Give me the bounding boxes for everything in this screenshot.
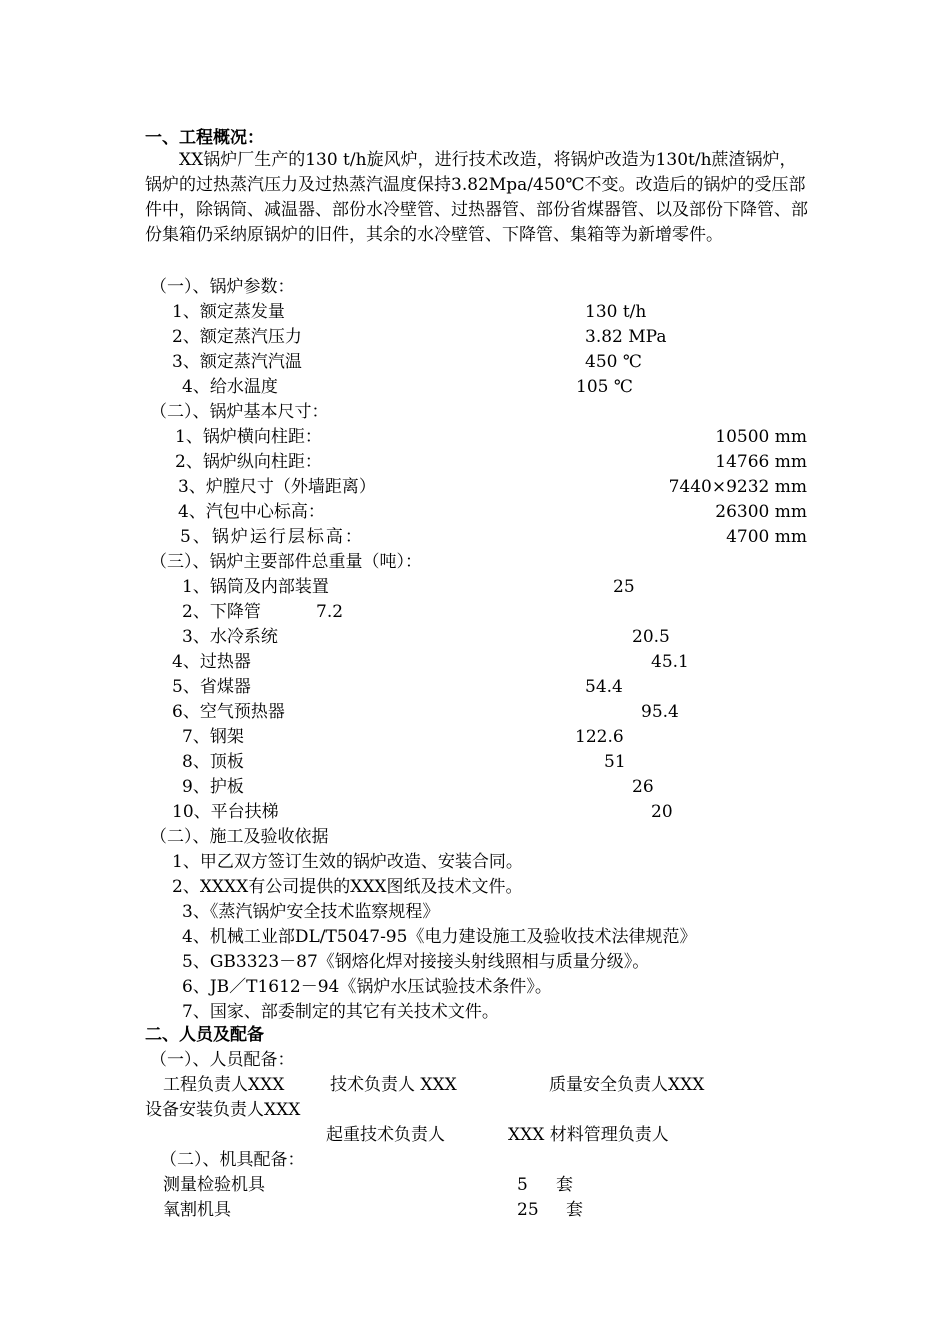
tool-unit: 套	[566, 1200, 583, 1220]
weight-label: 6、空气预热器	[172, 702, 285, 722]
basis-item: 1、甲乙双方签订生效的锅炉改造、安装合同。	[172, 852, 523, 872]
param-value: 130 t/h	[585, 302, 647, 322]
staff-lifting-lead: 起重技术负责人	[326, 1125, 445, 1145]
weight-label: 3、水冷系统	[182, 627, 278, 647]
params-title: （一）、锅炉参数：	[150, 277, 295, 297]
weight-label: 8、顶板	[182, 752, 244, 772]
weight-value: 51	[604, 752, 626, 772]
param-label: 1、额定蒸发量	[172, 302, 285, 322]
tools-title: （二）、机具配备：	[160, 1150, 305, 1170]
basis-item: 4、机械工业部DL/T5047-95《电力建设施工及验收技术法律规范》	[182, 927, 697, 947]
basis-item: 5、GB3323－87《钢熔化焊对接接头射线照相与质量分级》。	[182, 952, 650, 972]
tool-label: 氧割机具	[163, 1200, 231, 1220]
weight-value: 54.4	[585, 677, 623, 697]
staff-project-lead: 工程负责人XXX	[163, 1075, 285, 1095]
weight-value: 122.6	[575, 727, 624, 747]
weight-label: 4、过热器	[172, 652, 251, 672]
weights-title: （三）、锅炉主要部件总重量（吨）：	[150, 552, 422, 572]
dim-value: 14766 mm	[715, 452, 807, 472]
tool-unit: 套	[556, 1175, 573, 1195]
dims-title: （二）、锅炉基本尺寸：	[150, 402, 329, 422]
dim-value: 26300 mm	[715, 502, 807, 522]
dim-label: 1、锅炉横向柱距：	[175, 427, 322, 447]
staff-title: （一）、人员配备：	[150, 1050, 295, 1070]
section-heading-overview: 一、工程概况：	[145, 128, 264, 148]
staff-quality-lead: 质量安全负责人XXX	[549, 1075, 705, 1095]
basis-item: 2、XXXX有公司提供的XXX图纸及技术文件。	[172, 877, 523, 897]
dim-label: 5、锅炉运行层标高：	[180, 527, 364, 547]
weight-value: 20	[651, 802, 673, 822]
param-label: 2、额定蒸汽压力	[172, 327, 302, 347]
weight-value: 20.5	[632, 627, 670, 647]
weight-value: 45.1	[651, 652, 689, 672]
dim-label: 4、汽包中心标高：	[178, 502, 325, 522]
section-heading-staff: 二、人员及配备	[145, 1025, 264, 1045]
overview-paragraph: XX锅炉厂生产的130 t/h旋风炉，进行技术改造，将锅炉改造为130t/h蔗渣锅炉，锅炉的过热蒸汽压力及过热蒸汽温度保持3.82Mpa/450℃不变。改造后的锅炉的受压部件中，除锅筒、减温器、部份水冷壁管、过热器管、部份省煤器管、以及部份下降管、部份集箱仍采纳原锅炉的旧件，其余的水冷壁管、下降管、集箱等为新增零件。	[145, 150, 808, 245]
weight-value: 95.4	[641, 702, 679, 722]
param-value: 450 ℃	[585, 352, 642, 372]
weight-value: 7.2	[316, 602, 344, 622]
basis-title: （二）、施工及验收依据	[150, 827, 329, 847]
dim-value: 7440×9232 mm	[668, 477, 807, 497]
staff-install-lead: 设备安装负责人XXX	[145, 1100, 301, 1120]
weight-label: 9、护板	[182, 777, 244, 797]
dim-label: 2、锅炉纵向柱距：	[175, 452, 322, 472]
weight-value: 26	[632, 777, 654, 797]
dim-value: 10500 mm	[715, 427, 807, 447]
tool-qty: 25	[517, 1200, 539, 1220]
weight-label: 7、钢架	[182, 727, 244, 747]
param-label: 3、额定蒸汽汽温	[172, 352, 302, 372]
basis-item: 6、JB／T1612－94《锅炉水压试验技术条件》。	[182, 977, 552, 997]
tool-label: 测量检验机具	[163, 1175, 265, 1195]
staff-material-lead: XXX 材料管理负责人	[508, 1125, 669, 1145]
basis-item: 7、国家、部委制定的其它有关技术文件。	[182, 1002, 499, 1022]
weight-value: 25	[613, 577, 635, 597]
param-value: 105 ℃	[576, 377, 633, 397]
weight-label: 2、下降管	[182, 602, 261, 622]
weight-label: 5、省煤器	[172, 677, 251, 697]
weight-label: 1、锅筒及内部装置	[182, 577, 329, 597]
dim-label: 3、炉膛尺寸（外墙距离）	[178, 477, 376, 497]
param-label: 4、给水温度	[182, 377, 278, 397]
param-value: 3.82 MPa	[585, 327, 667, 347]
dim-value: 4700 mm	[726, 527, 807, 547]
weight-label: 10、平台扶梯	[172, 802, 279, 822]
tool-qty: 5	[517, 1175, 528, 1195]
basis-item: 3、《蒸汽锅炉安全技术监察规程》	[182, 902, 440, 922]
staff-tech-lead: 技术负责人 XXX	[330, 1075, 457, 1095]
